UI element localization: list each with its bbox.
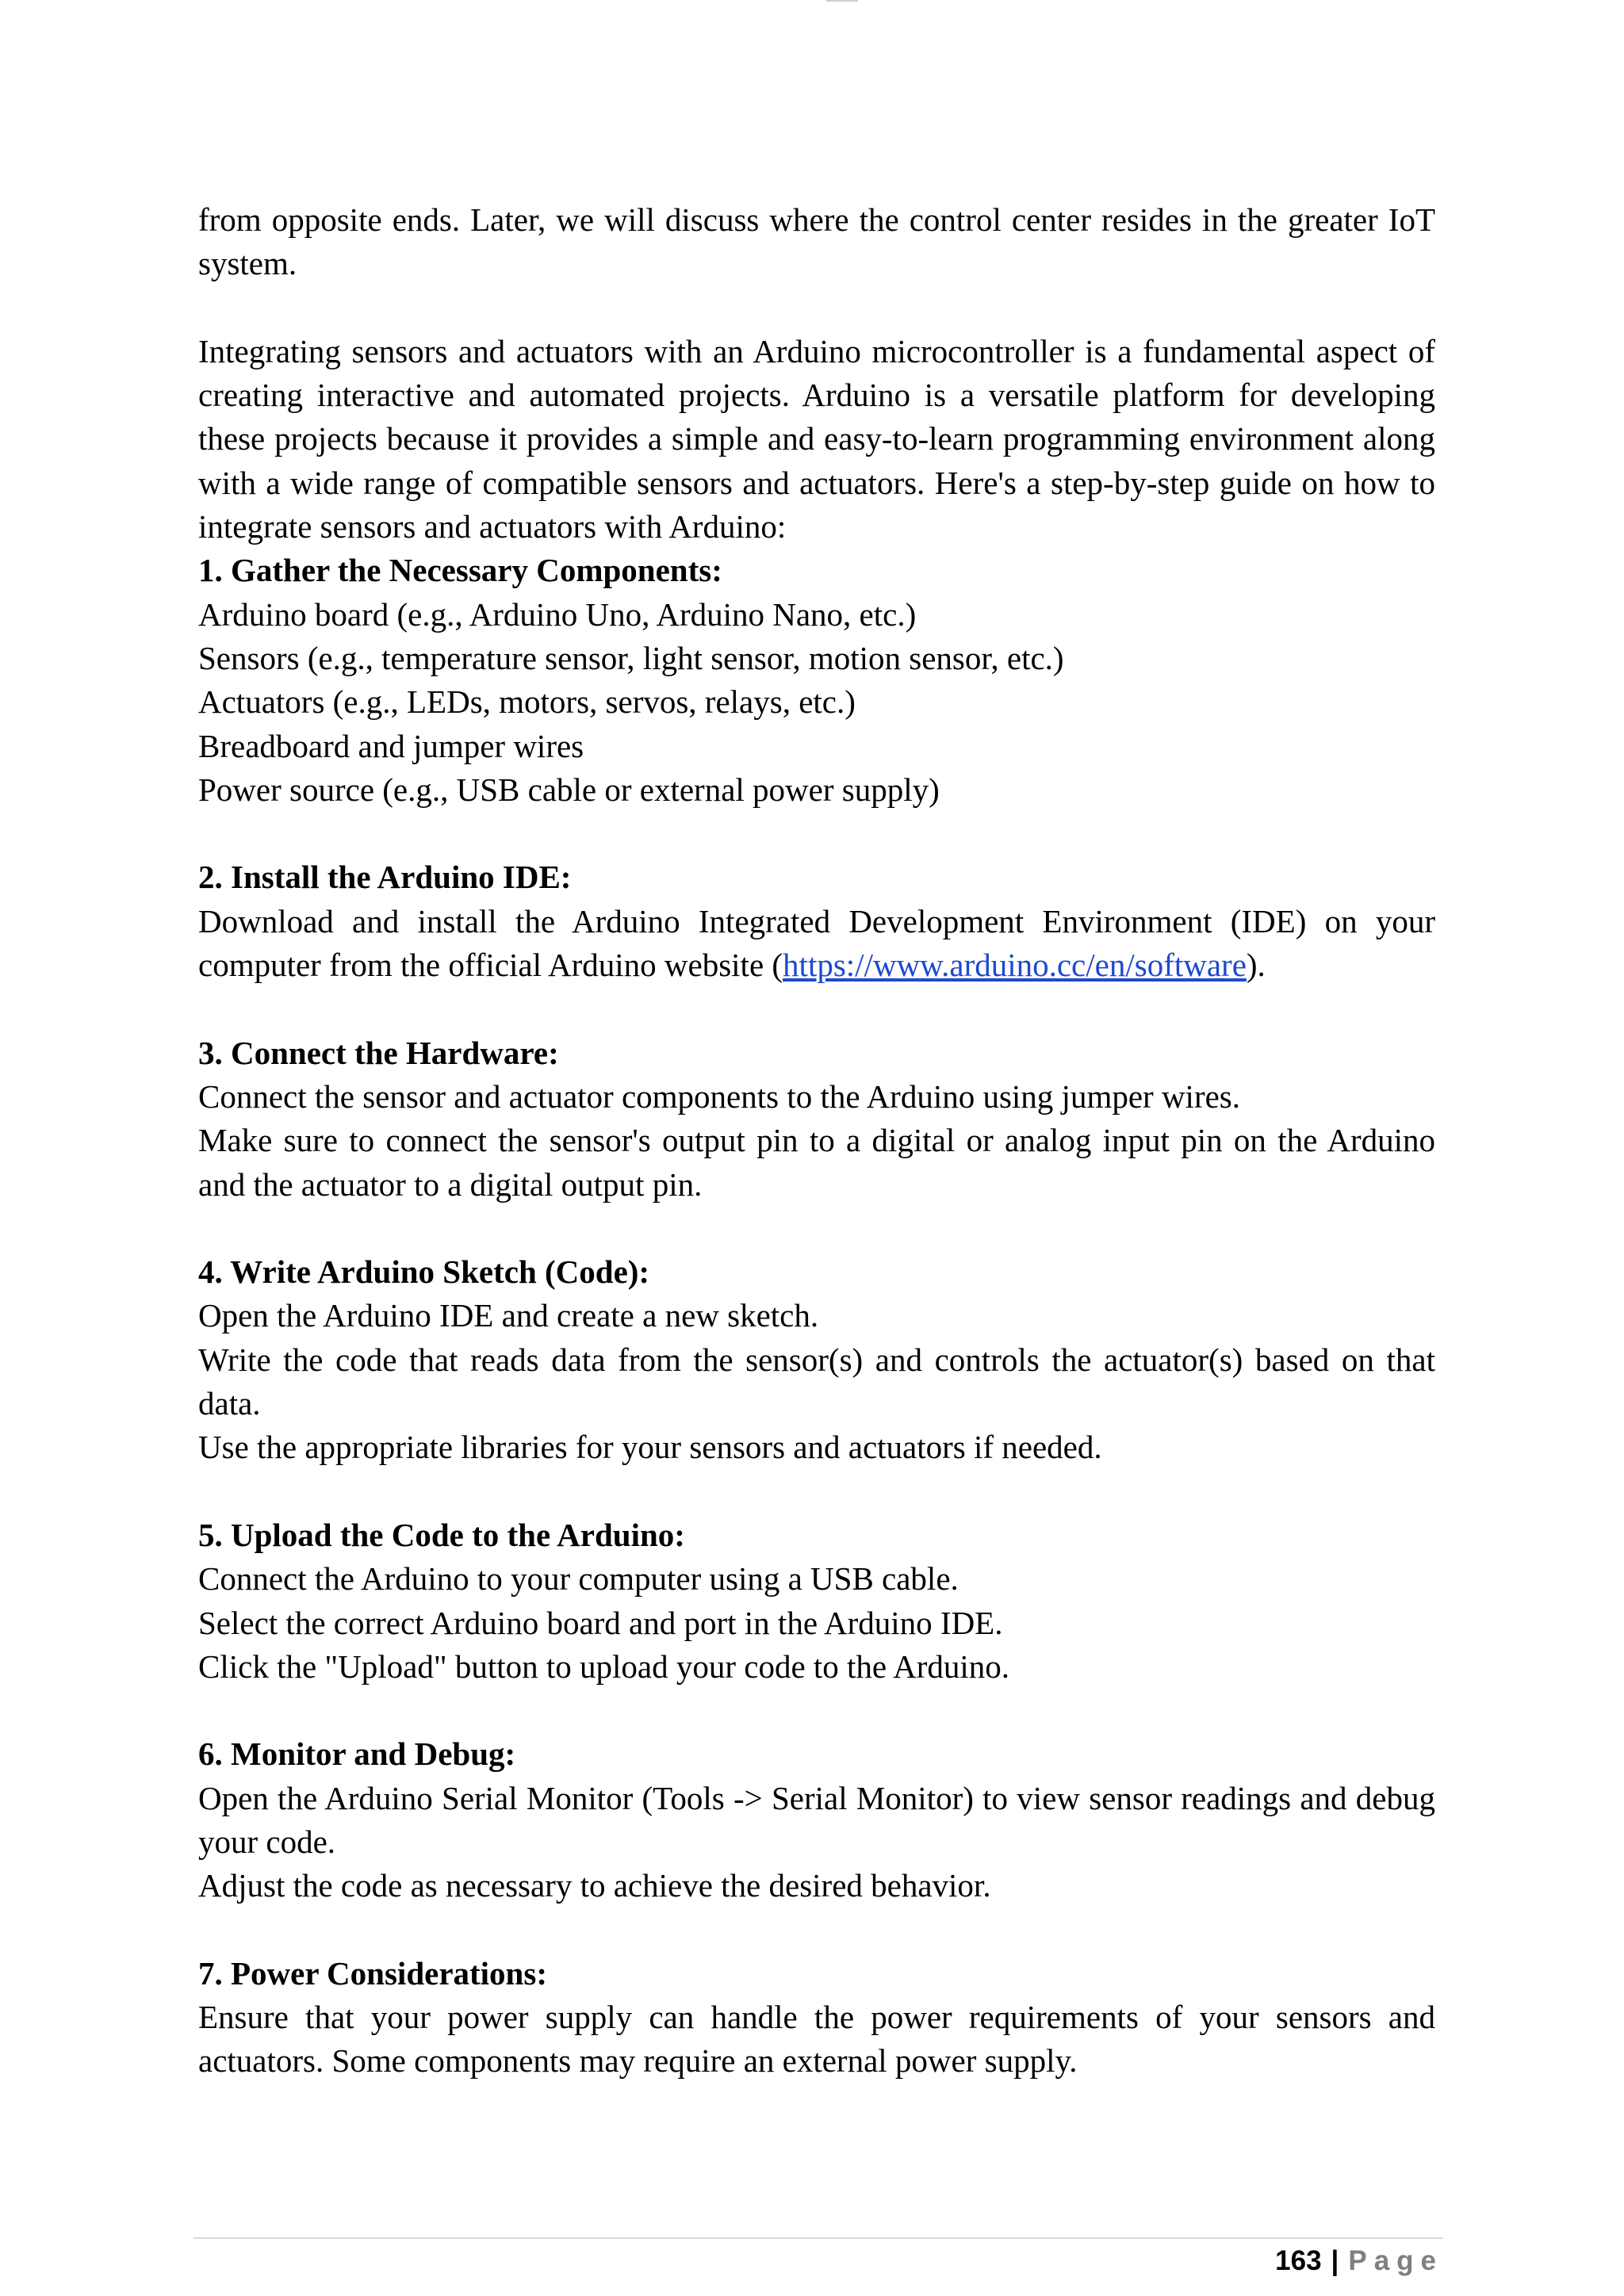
install-ide-text-end: ). [1246,947,1266,984]
body-line: Select the correct Arduino board and port in the Arduino IDE. [198,1604,1003,1641]
section-heading-connect-hardware: 3. Connect the Hardware: [198,1034,559,1071]
body-line: Ensure that your power supply can handle the power requirements of your sensors and actuators. Some components may require an external power supply. [198,1999,1435,2080]
paragraph-gap [198,1207,1435,1250]
list-line: Actuators (e.g., LEDs, motors, servos, relays, etc.) [198,683,856,721]
body-line: Open the Arduino IDE and create a new sketch. [198,1297,819,1334]
list-line: Breadboard and jumper wires [198,727,584,764]
footer-separator: | [1331,2245,1339,2276]
list-line: Arduino board (e.g., Arduino Uno, Arduino Nano, etc.) [198,595,917,633]
install-ide-paragraph [198,900,1435,988]
list-line: Power source (e.g., USB cable or external power supply) [198,771,940,808]
body-line: Adjust the code as necessary to achieve the desired behavior. [198,1867,991,1904]
intro-paragraph: Integrating sensors and actuators with an Arduino microcontroller is a fundamental aspect of creating interactive and automated projects. Arduino is a versatile platform for developing these projects because it provides a simple and easy-to-learn programming environment along with a wide range of compatible sensors and actuators. Here's a step-by-step guide on how to integrate sensors and actuators with Arduino: [198,332,1435,545]
body-line: Use the appropriate libraries for your sensors and actuators if needed. [198,1429,1102,1466]
body-line: Write the code that reads data from the sensor(s) and controls the actuator(s) based on that data. [198,1341,1435,1422]
section-heading-write-sketch: 4. Write Arduino Sketch (Code): [198,1253,650,1291]
body-line: Click the "Upload" button to upload your code to the Arduino. [198,1647,1010,1685]
paragraph-gap [198,1908,1435,1952]
top-edge-mark [826,0,858,2]
paragraph-gap [198,1470,1435,1513]
paragraph-gap [198,812,1435,855]
list-line: Sensors (e.g., temperature sensor, light sensor, motion sensor, etc.) [198,639,1064,676]
section-heading-monitor-debug: 6. Monitor and Debug: [198,1735,516,1773]
install-ide-text: Download and install the Arduino Integrated Development Environment (IDE) on your computer from the official Arduino website ( [198,902,1435,984]
footer-divider [193,2237,1443,2239]
body-line: Make sure to connect the sensor's output pin to a digital or analog input pin on the Arduino and the actuator to a digital output pin. [198,1122,1435,1203]
section-heading-components: 1. Gather the Necessary Components: [198,552,722,589]
page-footer [1275,2242,1443,2280]
arduino-software-link[interactable]: https://www.arduino.cc/en/software [783,947,1247,984]
page-content [198,198,1435,2084]
page-label: Page [1348,2245,1443,2276]
intro-paragraph-continued: from opposite ends. Later, we will discuss where the control center resides in the greater IoT system. [198,201,1435,282]
section-heading-install-ide: 2. Install the Arduino IDE: [198,859,572,896]
page-number: 163 [1275,2245,1322,2276]
body-line: Connect the sensor and actuator components to the Arduino using jumper wires. [198,1077,1241,1115]
body-line: Connect the Arduino to your computer using a USB cable. [198,1560,959,1598]
paragraph-gap [198,987,1435,1031]
body-line: Open the Arduino Serial Monitor (Tools -> Serial Monitor) to view sensor readings and debug your code. [198,1779,1435,1860]
paragraph-gap [198,1689,1435,1732]
paragraph-gap [198,286,1435,330]
section-heading-power: 7. Power Considerations: [198,1954,547,1992]
section-heading-upload-code: 5. Upload the Code to the Arduino: [198,1516,685,1553]
